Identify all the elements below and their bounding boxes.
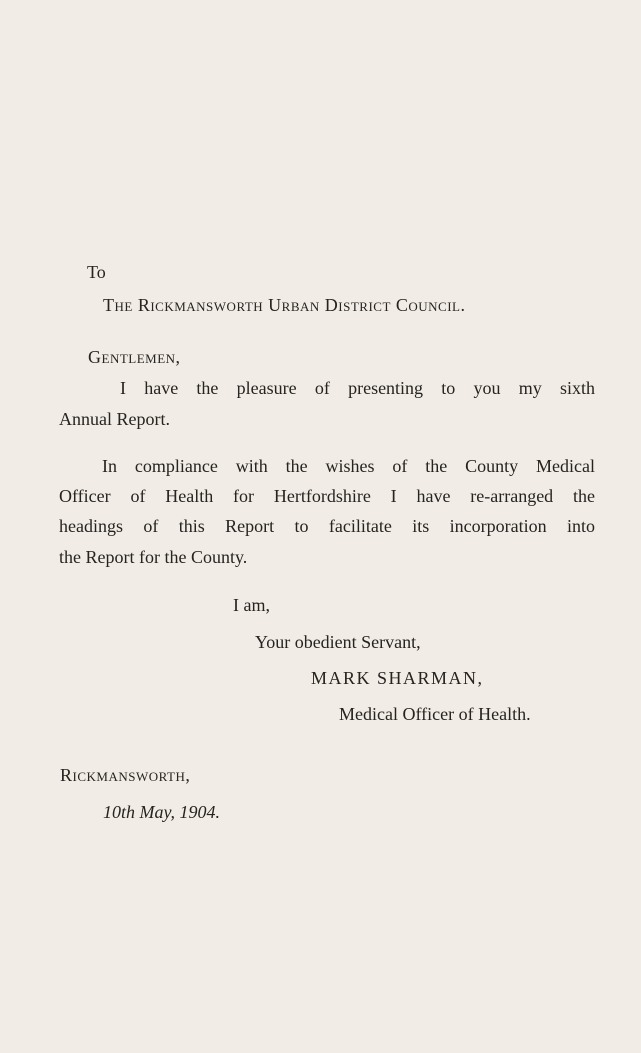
closing-i-am: I am, — [233, 595, 270, 615]
greeting: Gentlemen, — [88, 347, 181, 367]
addressee: The Rickmansworth Urban District Council. — [103, 295, 466, 315]
signatory-name: MARK SHARMAN, — [311, 668, 484, 688]
paragraph2-line4: the Report for the County. — [59, 547, 248, 567]
salutation-to: To — [87, 262, 106, 282]
date: 10th May, 1904. — [103, 802, 220, 822]
paragraph2-line3: headings of this Report to facilitate its incorporation into — [59, 516, 595, 536]
paragraph1-line1: I have the pleasure of presenting to you my sixth — [120, 378, 595, 398]
place: Rickmansworth, — [60, 765, 191, 785]
paragraph2-line2: Officer of Health for Hertfordshire I have re-arranged the — [59, 486, 595, 506]
closing-servant: Your obedient Servant, — [255, 632, 421, 652]
paragraph1-line2: Annual Report. — [59, 409, 170, 429]
paragraph2-line1: In compliance with the wishes of the County Medical — [102, 456, 595, 476]
signatory-title: Medical Officer of Health. — [339, 704, 531, 724]
